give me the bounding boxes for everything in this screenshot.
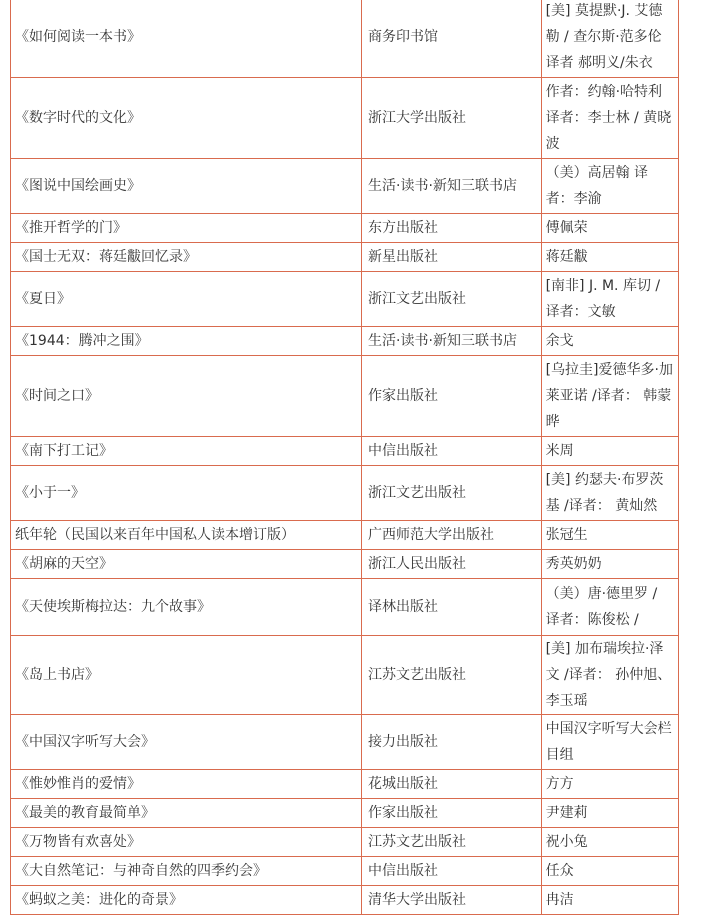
publisher-cell: 作家出版社	[362, 356, 542, 437]
book-title-cell: 《胡麻的天空》	[11, 550, 362, 579]
publisher-cell: 作家出版社	[362, 799, 542, 828]
book-title-cell: 《数字时代的文化》	[11, 78, 362, 159]
book-row	[11, 521, 679, 550]
book-title-cell: 《岛上书店》	[11, 636, 362, 715]
author-cell: 作者：约翰·哈特利 译者：李士林 / 黄晓波	[541, 78, 678, 159]
book-row	[11, 159, 679, 214]
book-title-cell: 《最美的教育最简单》	[11, 799, 362, 828]
publisher-cell: 新星出版社	[362, 243, 542, 272]
book-title-cell: 《国士无双：蒋廷黻回忆录》	[11, 243, 362, 272]
book-title-cell: 《南下打工记》	[11, 437, 362, 466]
book-row	[11, 327, 679, 356]
publisher-cell: 生活·读书·新知三联书店	[362, 159, 542, 214]
book-title-cell: 《1944：腾冲之围》	[11, 327, 362, 356]
book-title-cell: 《推开哲学的门》	[11, 214, 362, 243]
book-row	[11, 272, 679, 327]
publisher-cell: 江苏文艺出版社	[362, 636, 542, 715]
book-row	[11, 828, 679, 857]
book-title-cell: 《时间之口》	[11, 356, 362, 437]
publisher-cell: 东方出版社	[362, 214, 542, 243]
book-title-cell: 《小于一》	[11, 466, 362, 521]
book-row	[11, 78, 679, 159]
author-cell: 尹建莉	[541, 799, 678, 828]
publisher-cell: 花城出版社	[362, 770, 542, 799]
author-cell: 祝小兔	[541, 828, 678, 857]
publisher-cell: 江苏文艺出版社	[362, 828, 542, 857]
author-cell: 余戈	[541, 327, 678, 356]
author-cell: （美）唐·德里罗 / 译者：陈俊松 /	[541, 579, 678, 636]
book-table	[10, 0, 679, 915]
publisher-cell: 中信出版社	[362, 437, 542, 466]
book-title-cell: 《夏日》	[11, 272, 362, 327]
author-cell: 中国汉字听写大会栏目组	[541, 715, 678, 770]
publisher-cell: 浙江文艺出版社	[362, 466, 542, 521]
author-cell: （美）高居翰 译者：李渝	[541, 159, 678, 214]
book-row	[11, 770, 679, 799]
author-cell: 冉洁	[541, 886, 678, 915]
book-row	[11, 550, 679, 579]
book-title-cell: 《图说中国绘画史》	[11, 159, 362, 214]
book-title-cell: 《中国汉字听写大会》	[11, 715, 362, 770]
publisher-cell: 浙江文艺出版社	[362, 272, 542, 327]
author-cell: 蒋廷黻	[541, 243, 678, 272]
book-table-body	[11, 0, 679, 915]
book-row	[11, 886, 679, 915]
book-row	[11, 799, 679, 828]
book-row	[11, 857, 679, 886]
author-cell: [美] 加布瑞埃拉·泽文 /译者： 孙仲旭、李玉瑶	[541, 636, 678, 715]
publisher-cell: 清华大学出版社	[362, 886, 542, 915]
publisher-cell: 生活·读书·新知三联书店	[362, 327, 542, 356]
author-cell: [美] 莫提默·J. 艾德勒 / 查尔斯·范多伦 译者 郝明义/朱衣	[541, 0, 678, 78]
publisher-cell: 广西师范大学出版社	[362, 521, 542, 550]
book-title-cell: 《如何阅读一本书》	[11, 0, 362, 78]
book-row	[11, 715, 679, 770]
book-row	[11, 214, 679, 243]
book-row	[11, 243, 679, 272]
book-row	[11, 466, 679, 521]
book-row	[11, 0, 679, 78]
publisher-cell: 浙江人民出版社	[362, 550, 542, 579]
author-cell: 傅佩荣	[541, 214, 678, 243]
publisher-cell: 中信出版社	[362, 857, 542, 886]
author-cell: [美] 约瑟夫·布罗茨基 /译者： 黄灿然	[541, 466, 678, 521]
book-row	[11, 579, 679, 636]
author-cell: 秀英奶奶	[541, 550, 678, 579]
book-title-cell: 《万物皆有欢喜处》	[11, 828, 362, 857]
author-cell: 米周	[541, 437, 678, 466]
author-cell: [乌拉圭]爱德华多·加莱亚诺 /译者： 韩蒙晔	[541, 356, 678, 437]
publisher-cell: 浙江大学出版社	[362, 78, 542, 159]
book-row	[11, 437, 679, 466]
book-title-cell: 《惟妙惟肖的爱情》	[11, 770, 362, 799]
book-row	[11, 636, 679, 715]
author-cell: 任众	[541, 857, 678, 886]
book-title-cell: 纸年轮（民国以来百年中国私人读本增订版）	[11, 521, 362, 550]
author-cell: 张冠生	[541, 521, 678, 550]
book-title-cell: 《天使埃斯梅拉达：九个故事》	[11, 579, 362, 636]
author-cell: [南非] J. M. 库切 / 译者：文敏	[541, 272, 678, 327]
book-title-cell: 《蚂蚁之美：进化的奇景》	[11, 886, 362, 915]
publisher-cell: 译林出版社	[362, 579, 542, 636]
author-cell: 方方	[541, 770, 678, 799]
publisher-cell: 接力出版社	[362, 715, 542, 770]
book-title-cell: 《大自然笔记：与神奇自然的四季约会》	[11, 857, 362, 886]
publisher-cell: 商务印书馆	[362, 0, 542, 78]
book-row	[11, 356, 679, 437]
